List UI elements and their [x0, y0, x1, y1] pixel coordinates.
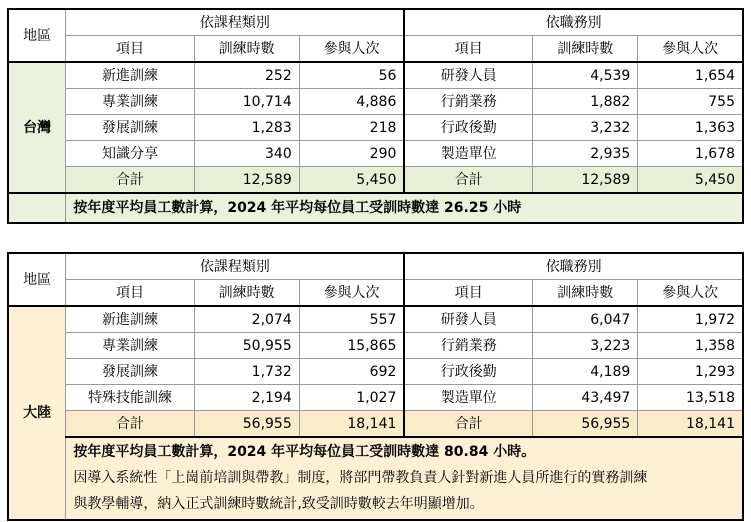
- job-hours: 1,882: [533, 89, 638, 115]
- total-job-people: 5,450: [638, 167, 743, 194]
- table-row: [8, 89, 743, 115]
- table-row: [8, 359, 743, 385]
- col-header-hours: 訓練時數: [533, 280, 638, 307]
- course-name: 發展訓練: [66, 115, 194, 141]
- job-name: 行銷業務: [404, 89, 532, 115]
- total-course-hours: 12,589: [194, 167, 299, 194]
- total-label: 合計: [66, 411, 194, 438]
- course-hours: 10,714: [194, 89, 299, 115]
- region-header: 地區: [8, 253, 66, 306]
- job-people: 13,518: [638, 385, 743, 411]
- col-header-item: 項目: [404, 36, 532, 63]
- course-name: 專業訓練: [66, 333, 194, 359]
- table-row: [8, 333, 743, 359]
- note-row: [8, 193, 743, 223]
- job-name: 行政後勤: [404, 115, 532, 141]
- job-people: 1,678: [638, 141, 743, 167]
- course-people: 15,865: [299, 333, 404, 359]
- course-hours: 1,732: [194, 359, 299, 385]
- explanation-line-1: 因導入系統性「上崗前培訓與帶教」制度，將部門帶教負責人針對新進人員所進行的實務訓練: [73, 470, 648, 486]
- course-hours: 340: [194, 141, 299, 167]
- col-header-item: 項目: [66, 280, 194, 307]
- course-hours: 2,194: [194, 385, 299, 411]
- job-name: 製造單位: [404, 141, 532, 167]
- explanation-line-2: 與教學輔導，納入正式訓練時數統計,致受訓時數較去年明顯增加。: [73, 496, 484, 512]
- total-job-people: 18,141: [638, 411, 743, 438]
- total-row: [8, 411, 743, 438]
- job-hours: 3,232: [533, 115, 638, 141]
- col-header-people: 參與人次: [638, 36, 743, 63]
- job-hours: 4,189: [533, 359, 638, 385]
- job-people: 1,972: [638, 306, 743, 333]
- total-job-hours: 56,955: [533, 411, 638, 438]
- course-people: 290: [299, 141, 404, 167]
- note-row: [8, 437, 743, 520]
- course-hours: 1,283: [194, 115, 299, 141]
- course-name: 新進訓練: [66, 62, 194, 89]
- table-row: [8, 385, 743, 411]
- job-name: 製造單位: [404, 385, 532, 411]
- job-people: 1,654: [638, 62, 743, 89]
- job-people: 1,293: [638, 359, 743, 385]
- job-hours: 43,497: [533, 385, 638, 411]
- group-header-course: 依課程類別: [66, 9, 405, 36]
- table-row: [8, 141, 743, 167]
- job-hours: 3,223: [533, 333, 638, 359]
- col-header-item: 項目: [66, 36, 194, 63]
- job-name: 行政後勤: [404, 359, 532, 385]
- course-people: 218: [299, 115, 404, 141]
- job-people: 1,363: [638, 115, 743, 141]
- course-people: 1,027: [299, 385, 404, 411]
- job-hours: 2,935: [533, 141, 638, 167]
- course-hours: 2,074: [194, 306, 299, 333]
- course-name: 特殊技能訓練: [66, 385, 194, 411]
- col-header-hours: 訓練時數: [194, 36, 299, 63]
- job-name: 研發人員: [404, 306, 532, 333]
- job-name: 行銷業務: [404, 333, 532, 359]
- region-label: 大陸: [8, 306, 66, 520]
- group-header-job: 依職務別: [404, 253, 743, 280]
- course-name: 發展訓練: [66, 359, 194, 385]
- course-name: 知識分享: [66, 141, 194, 167]
- col-header-hours: 訓練時數: [533, 36, 638, 63]
- group-header-course: 依課程類別: [66, 253, 405, 280]
- total-course-people: 5,450: [299, 167, 404, 194]
- note-block: [66, 437, 743, 520]
- job-people: 1,358: [638, 333, 743, 359]
- region-label: 台灣: [8, 62, 66, 193]
- course-people: 56: [299, 62, 404, 89]
- total-job-hours: 12,589: [533, 167, 638, 194]
- course-hours: 50,955: [194, 333, 299, 359]
- job-name: 研發人員: [404, 62, 532, 89]
- col-header-people: 參與人次: [638, 280, 743, 307]
- col-header-item: 項目: [404, 280, 532, 307]
- job-hours: 4,539: [533, 62, 638, 89]
- average-hours-note: 按年度平均員工數計算，2024 年平均每位員工受訓時數達 80.84 小時。: [73, 444, 536, 460]
- region-header: 地區: [8, 9, 66, 62]
- col-header-people: 參與人次: [299, 36, 404, 63]
- job-people: 755: [638, 89, 743, 115]
- total-label: 合計: [66, 167, 194, 194]
- total-job-label: 合計: [404, 411, 532, 438]
- course-name: 新進訓練: [66, 306, 194, 333]
- table-row: [8, 62, 743, 89]
- table-row: [8, 115, 743, 141]
- course-people: 4,886: [299, 89, 404, 115]
- group-header-job: 依職務別: [404, 9, 743, 36]
- total-row: [8, 167, 743, 194]
- course-people: 692: [299, 359, 404, 385]
- col-header-people: 參與人次: [299, 280, 404, 307]
- total-course-hours: 56,955: [194, 411, 299, 438]
- col-header-hours: 訓練時數: [194, 280, 299, 307]
- course-name: 專業訓練: [66, 89, 194, 115]
- taiwan-training-table: [7, 8, 744, 224]
- average-hours-note: 按年度平均員工數計算，2024 年平均每位員工受訓時數達 26.25 小時: [66, 193, 743, 223]
- total-course-people: 18,141: [299, 411, 404, 438]
- job-hours: 6,047: [533, 306, 638, 333]
- course-hours: 252: [194, 62, 299, 89]
- table-row: [8, 306, 743, 333]
- total-job-label: 合計: [404, 167, 532, 194]
- mainland-training-table: [7, 252, 744, 521]
- course-people: 557: [299, 306, 404, 333]
